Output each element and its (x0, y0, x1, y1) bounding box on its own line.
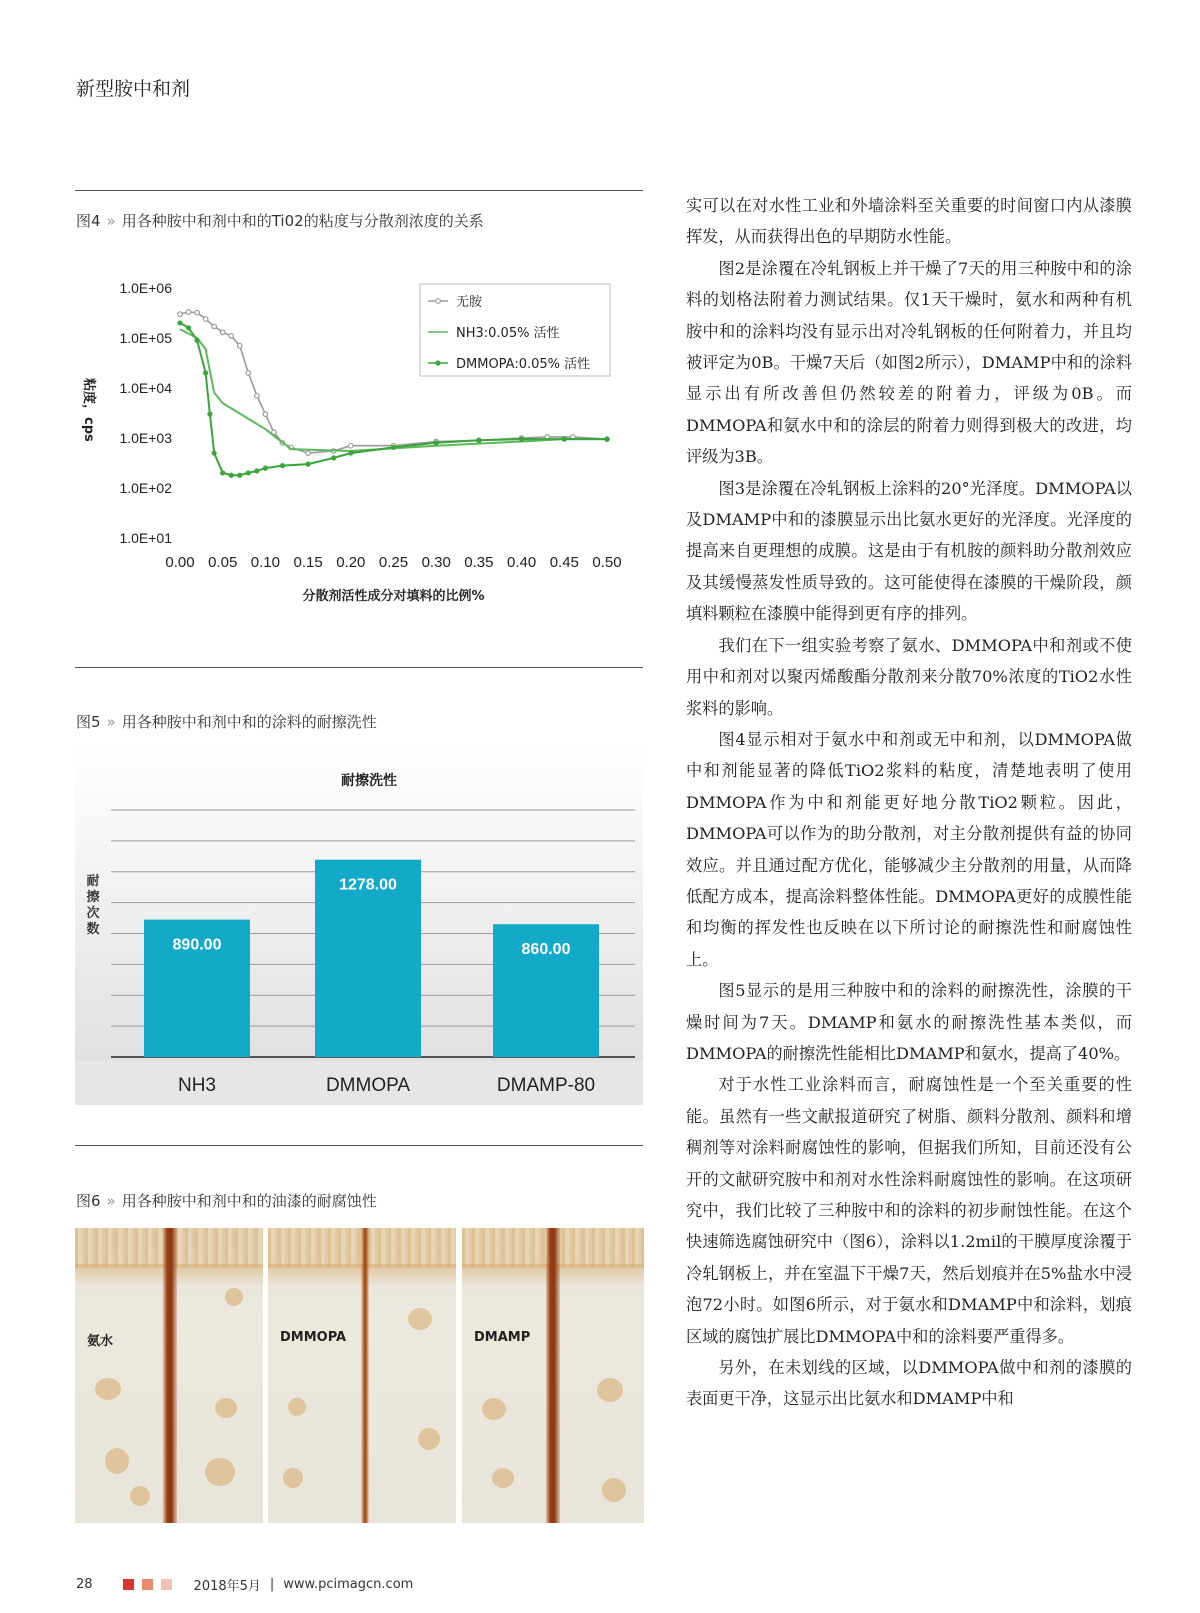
fig6-top-rule (75, 1145, 643, 1146)
series-point-0 (255, 393, 260, 398)
bar-value-label-2: 860.00 (521, 941, 571, 959)
corrosion-panel-dmmopa (268, 1228, 456, 1523)
rust-spot (95, 1378, 121, 1400)
series-point-0 (186, 310, 191, 315)
website-link[interactable]: www.pcimagcn.com (283, 1577, 414, 1592)
running-header: 新型胺中和剂 (76, 78, 191, 100)
y-axis-label-char: 数 (86, 922, 100, 937)
y-axis-label: 粘度，cps (81, 378, 96, 442)
fig5-caption-number: 图5 (76, 713, 101, 731)
decor-square-red (123, 1579, 134, 1590)
series-point-2 (519, 437, 524, 442)
y-tick-label: 1.0E+04 (119, 380, 172, 396)
x-tick-label: 0.50 (592, 554, 622, 571)
series-point-2 (229, 473, 234, 478)
fig5-caption (76, 711, 377, 732)
series-point-2 (331, 455, 336, 460)
series-point-0 (220, 330, 225, 335)
series-point-0 (246, 371, 251, 376)
series-point-2 (246, 470, 251, 475)
series-point-2 (306, 462, 311, 467)
fig5-caption-text: 用各种胺中和剂中和的涂料的耐擦洗性 (121, 713, 377, 731)
legend-label-2: DMMOPA:0.05% 活性 (456, 357, 591, 372)
rust-spot (492, 1468, 514, 1488)
series-point-2 (207, 412, 212, 417)
fig6-caption-text: 用各种胺中和剂中和的油漆的耐腐蚀性 (121, 1192, 377, 1210)
chart-title: 耐擦洗性 (341, 773, 397, 789)
rust-spot (408, 1308, 432, 1330)
y-axis-label-char: 擦 (86, 890, 100, 905)
footer-separator: | (269, 1577, 275, 1592)
series-point-2 (186, 325, 191, 330)
legend-label-0: 无胺 (456, 295, 483, 310)
body-paragraph: 图3是涂覆在冷轧钢板上涂料的20°光泽度。DMMOPA以及DMAMP中和的漆膜显示出比氨水更好的光泽度。光泽度的提高来自更理想的成膜。这是由于有机胺的颜料助分散剂效应及其缓慢蒸发性质导致的。这可能使得在漆膜的干燥阶段，颜填料颗粒在漆膜中能得到更有序的排列。 (686, 478, 1132, 624)
series-point-2 (562, 437, 567, 442)
fig6-caption (76, 1190, 377, 1211)
fig6-caption-number: 图6 (76, 1192, 101, 1210)
rust-spot (597, 1378, 623, 1402)
fig4-top-rule (75, 190, 643, 191)
series-point-0 (195, 310, 200, 315)
legend-marker-0 (436, 299, 441, 304)
y-tick-label: 1.0E+02 (119, 480, 172, 496)
x-tick-label: 0.30 (421, 554, 451, 571)
y-tick-label: 1.0E+05 (119, 330, 172, 346)
body-paragraph: 另外，在未划线的区域，以DMMOPA做中和剂的漆膜的表面更干净，这显示出比氨水和DMAMP中和 (686, 1358, 1132, 1409)
x-tick-label: 0.45 (549, 554, 579, 571)
series-point-2 (263, 466, 268, 471)
fig5-caption-chevron: » (106, 713, 116, 731)
fig4-caption-text: 用各种胺中和剂中和的Ti02的粘度与分散剂浓度的关系 (121, 212, 484, 230)
series-point-2 (280, 463, 285, 468)
panel-label-dmamp: DMAMP (474, 1330, 531, 1345)
body-paragraph: 实可以在对水性工业和外墙涂料至关重要的时间窗口内从漆膜挥发，从而获得出色的早期防水性能。 (686, 196, 1132, 247)
series-point-2 (391, 445, 396, 450)
rust-spot (288, 1398, 306, 1416)
x-tick-label: 0.20 (336, 554, 366, 571)
viscosity-line-chart (75, 270, 645, 640)
x-tick-label: 0.00 (165, 554, 195, 571)
rust-scribe-line (361, 1228, 369, 1523)
series-point-2 (177, 320, 182, 325)
page-footer (76, 1575, 413, 1594)
rust-spot (215, 1398, 237, 1418)
body-paragraph: 图2是涂覆在冷轧钢板上并干燥了7天的用三种胺中和的涂料的划格法附着力测试结果。仅1天干燥时，氨水和两种有机胺中和的涂料均没有显示出对冷轧钢板的任何附着力，并且均被评定为0B。干燥7天后（如图2所示），DMAMP中和的涂料显示出有所改善但仍然较差的附着力，评级为0B。而DMMOPA和氨水中和的涂层的附着力则得到极大的改进，均评级为3B。 (686, 258, 1132, 467)
x-tick-label: 0.35 (464, 554, 494, 571)
x-tick-label: 0.10 (250, 554, 281, 571)
decor-square-salmon (142, 1579, 153, 1590)
series-point-0 (212, 324, 217, 329)
rust-spot (602, 1478, 626, 1502)
series-point-2 (212, 450, 217, 455)
rust-spot (205, 1458, 235, 1486)
panel-label-ammonia: 氨水 (87, 1334, 114, 1349)
rust-scribe-line (546, 1228, 560, 1523)
x-tick-label: 0.05 (208, 554, 238, 571)
x-tick-label: 0.15 (293, 554, 323, 571)
x-tick-label: 0.25 (378, 554, 409, 571)
legend-marker-2 (435, 360, 440, 365)
body-text-column (686, 190, 1132, 1415)
rust-spot (105, 1448, 129, 1474)
bar-value-label-0: 890.00 (172, 936, 222, 954)
series-point-2 (434, 440, 439, 445)
corrosion-panel-ammonia (75, 1228, 263, 1523)
fig6-caption-chevron: » (106, 1192, 116, 1210)
body-paragraph: 图4显示相对于氨水中和剂或无中和剂，以DMMOPA做中和剂能显著的降低TiO2浆料的粘度，清楚地表明了使用DMMOPA作为中和剂能更好地分散TiO2颗粒。因此，DMMOPA可以作为的助分散剂，对主分散剂提供有益的协同效应。并且通过配方优化，能够减少主分散剂的用量，从而降低配方成本，提高涂料整体性能。DMMOPA更好的成膜性能和均衡的挥发性也反映在以下所讨论的耐擦洗性和耐腐蚀性上。 (686, 729, 1132, 969)
y-tick-label: 1.0E+01 (119, 530, 172, 546)
series-point-2 (348, 450, 353, 455)
category-label-1: DMMOPA (325, 1075, 411, 1096)
series-point-0 (237, 343, 242, 348)
body-paragraph: 我们在下一组实验考察了氨水、DMMOPA中和剂或不使用中和剂对以聚丙烯酸酯分散剂来分散70%浓度的TiO2水性浆料的影响。 (686, 635, 1132, 718)
fig4-caption-number: 图4 (76, 212, 101, 230)
fig4-caption (76, 210, 484, 231)
corrosion-panel-dmamp (462, 1228, 644, 1523)
series-point-2 (203, 370, 208, 375)
series-point-2 (220, 470, 225, 475)
page-number: 28 (76, 1577, 93, 1592)
body-paragraph: 图5显示的是用三种胺中和的涂料的耐擦洗性，涂膜的干燥时间为7天。DMAMP和氨水的耐擦洗性基本类似，而DMMOPA的耐擦洗性能相比DMAMP和氨水，提高了40%。 (686, 981, 1132, 1063)
category-label-0: NH3 (177, 1075, 217, 1096)
x-tick-label: 0.40 (506, 554, 537, 571)
category-label-2: DMAMP-80 (496, 1075, 596, 1096)
series-point-0 (263, 412, 268, 417)
rust-spot (283, 1468, 303, 1488)
fig5-top-rule (75, 667, 643, 668)
decor-square-pink (161, 1579, 172, 1590)
issue-date: 2018年5月 (193, 1579, 261, 1594)
series-point-2 (476, 438, 481, 443)
rust-scribe-line (163, 1228, 177, 1523)
x-axis-label: 分散剂活性成分对填料的比例% (302, 589, 485, 604)
legend-label-1: NH3:0.05% 活性 (456, 326, 560, 341)
body-paragraph: 对于水性工业涂料而言，耐腐蚀性是一个至关重要的性能。虽然有一些文献报道研究了树脂、颜料分散剂、颜料和增稠剂等对涂料耐腐蚀性的影响，但据我们所知，目前还没有公开的文献研究胺中和剂对水性涂料耐腐蚀性的影响。在这项研究中，我们比较了三种胺中和的涂料的初步耐蚀性能。在这个快速筛选腐蚀研究中（图6），涂料以1.2mil的干膜厚度涂覆于冷轧钢板上，并在室温下干燥7天，然后划痕并在5%盐水中浸泡72小时。如图6所示，对于氨水和DMAMP中和涂料，划痕区域的腐蚀扩展比DMMOPA中和的涂料要严重得多。 (686, 1075, 1132, 1346)
series-point-2 (604, 437, 609, 442)
series-point-2 (194, 338, 199, 343)
series-point-0 (306, 451, 311, 456)
y-axis-label-char: 耐 (86, 874, 100, 889)
rust-spot (418, 1428, 440, 1450)
rust-spot (225, 1288, 243, 1306)
rust-spot (130, 1486, 150, 1506)
series-point-0 (229, 334, 234, 339)
y-axis-label-char: 次 (86, 906, 100, 921)
scrub-resistance-bar-chart (75, 745, 643, 1105)
y-tick-label: 1.0E+03 (119, 430, 172, 446)
series-point-0 (178, 312, 183, 317)
panel-label-dmmopa: DMMOPA (280, 1330, 347, 1345)
bar-value-label-1: 1278.00 (339, 876, 397, 894)
rust-spot (482, 1398, 506, 1420)
series-point-2 (237, 473, 242, 478)
y-tick-label: 1.0E+06 (119, 280, 172, 296)
series-point-0 (349, 443, 354, 448)
fig4-caption-chevron: » (106, 212, 116, 230)
series-point-0 (203, 317, 208, 322)
series-point-2 (254, 468, 259, 473)
